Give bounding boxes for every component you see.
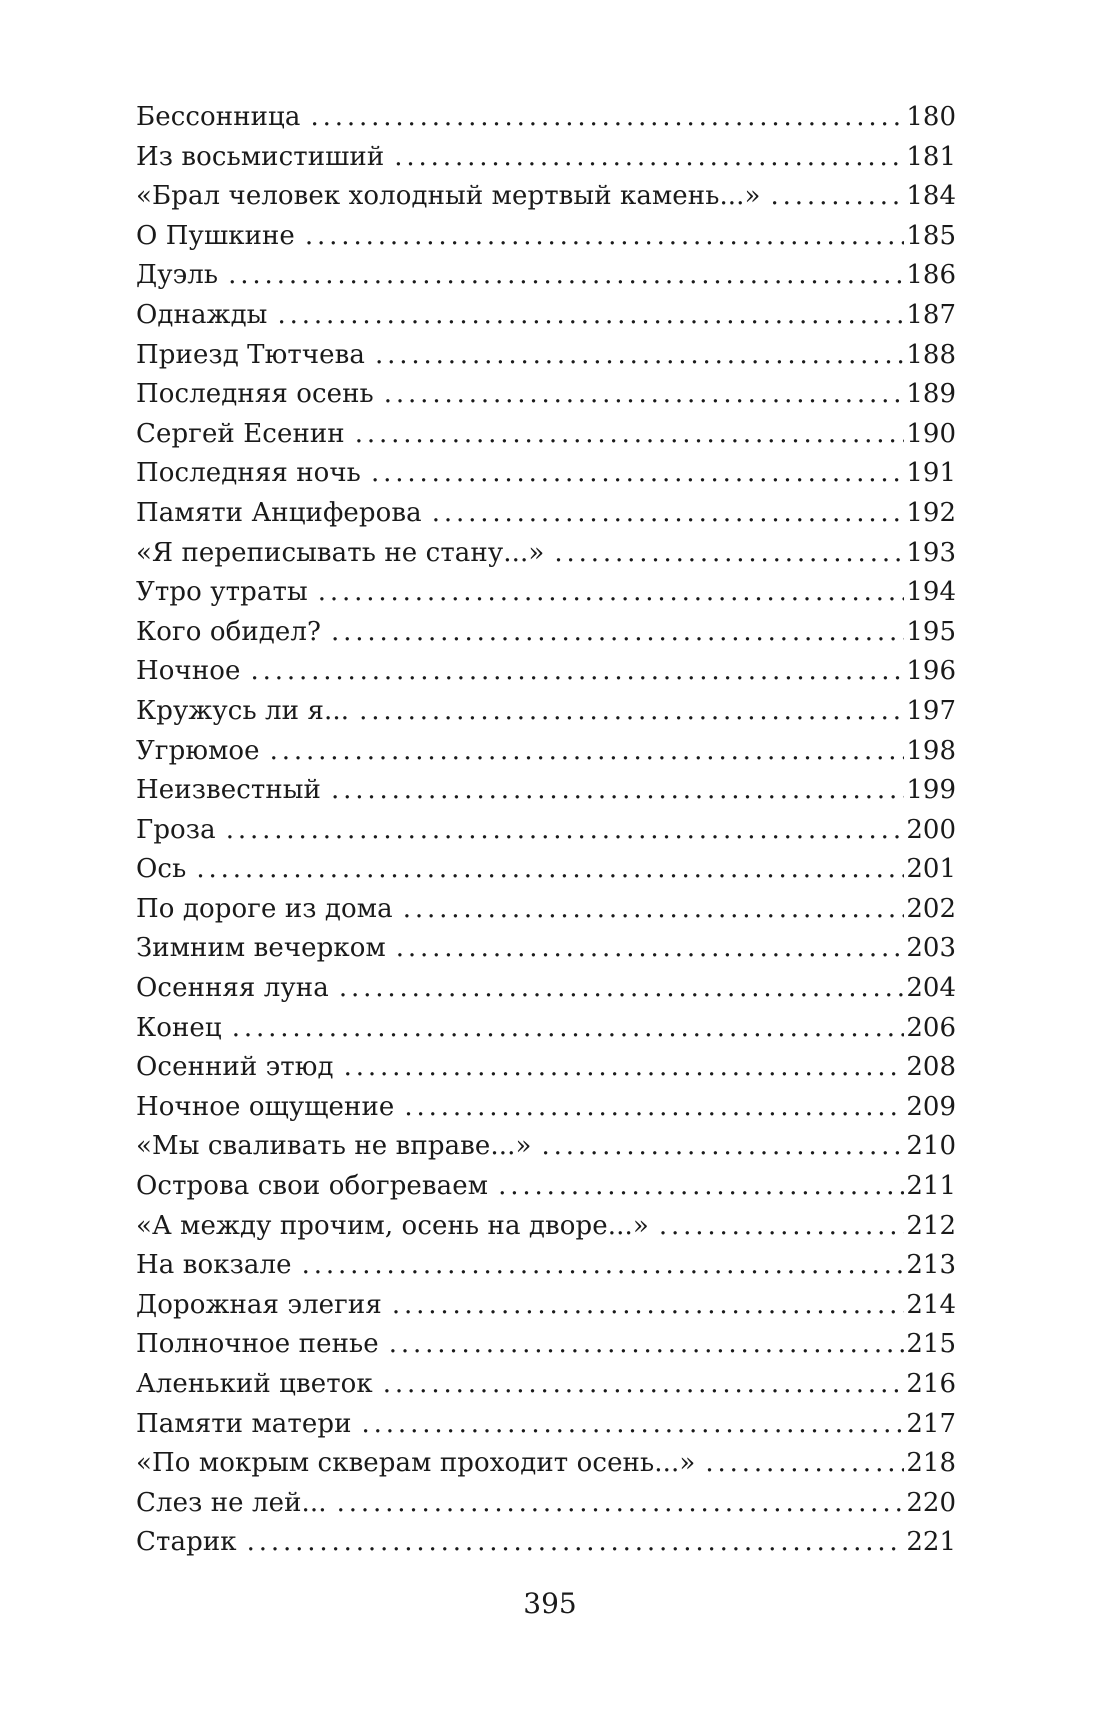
toc-dot-leader <box>331 613 904 653</box>
toc-dot-leader <box>384 375 905 415</box>
toc-entry <box>136 1246 956 1286</box>
toc-entry-page: 187 <box>906 299 956 330</box>
toc-dot-leader <box>228 256 904 296</box>
toc-entry-title: Памяти матери <box>136 1408 352 1439</box>
toc-entry <box>136 850 956 890</box>
toc-dot-leader <box>232 1009 905 1049</box>
toc-entry-page: 195 <box>906 616 956 647</box>
toc-dot-leader <box>302 1246 905 1286</box>
toc-entry-title: Неизвестный <box>136 775 321 806</box>
toc-entry-title: По дороге из дома <box>136 893 393 924</box>
toc-entry <box>136 375 956 415</box>
toc-entry-title: Старик <box>136 1527 237 1558</box>
toc-dot-leader <box>389 1325 905 1365</box>
toc-entry <box>136 692 956 732</box>
toc-entry-title: Аленький цветок <box>136 1369 373 1399</box>
toc-entry <box>136 573 956 613</box>
toc-entry <box>136 1405 956 1445</box>
toc-dot-leader <box>383 1365 905 1405</box>
toc-dot-leader <box>394 138 904 178</box>
toc-dot-leader <box>337 1484 905 1524</box>
toc-entry <box>136 296 956 336</box>
toc-entry-title: Однажды <box>136 299 268 330</box>
toc-entry-page: 185 <box>906 220 956 251</box>
toc-entry <box>136 1009 956 1049</box>
toc-dot-leader <box>771 177 905 217</box>
toc-entry-page: 206 <box>906 1012 956 1043</box>
toc-entry <box>136 732 956 772</box>
toc-entry <box>136 771 956 811</box>
toc-entry-title: Приезд Тютчева <box>136 339 365 370</box>
toc-entry-page: 202 <box>906 893 956 924</box>
toc-entry-title: Бессонница <box>136 102 301 132</box>
toc-entry <box>136 1444 956 1484</box>
toc-entry-page: 208 <box>906 1052 956 1083</box>
toc-entry-page: 190 <box>906 418 956 449</box>
toc-dot-leader <box>403 890 905 930</box>
toc-entry-page: 197 <box>906 695 956 726</box>
toc-entry-page: 221 <box>906 1527 956 1558</box>
toc-entry-title: Конец <box>136 1012 222 1043</box>
toc-entry-title: Гроза <box>136 814 216 845</box>
toc-entry-title: Памяти Анциферова <box>136 497 422 528</box>
toc-dot-leader <box>277 296 904 336</box>
toc-entry-page: 184 <box>906 181 956 212</box>
toc-entry-page: 194 <box>906 577 956 608</box>
toc-entry-page: 210 <box>906 1131 956 1162</box>
toc-entry-page: 193 <box>906 537 956 568</box>
toc-dot-leader <box>392 1286 905 1326</box>
toc-entry-page: 211 <box>906 1171 956 1202</box>
toc-entry <box>136 534 956 574</box>
toc-entry <box>136 98 956 138</box>
toc-dot-leader <box>270 732 905 772</box>
toc-entry-title: Острова свои обогреваем <box>136 1171 489 1202</box>
toc-entry <box>136 890 956 930</box>
toc-entry-title: «А между прочим, осень на дворе...» <box>136 1210 649 1241</box>
toc-entry-page: 204 <box>906 973 956 1004</box>
toc-dot-leader <box>331 771 904 811</box>
toc-dot-leader <box>659 1207 905 1247</box>
toc-entry <box>136 1207 956 1247</box>
toc-entry-title: Последняя осень <box>136 379 374 410</box>
toc-entry <box>136 1048 956 1088</box>
toc-entry-page: 199 <box>906 775 956 806</box>
toc-entry <box>136 652 956 692</box>
toc-dot-leader <box>339 969 905 1009</box>
toc-entry-page: 220 <box>906 1487 956 1518</box>
toc-entry-title: Зимним вечерком <box>136 933 386 964</box>
page-number: 395 <box>523 1587 577 1620</box>
toc-entry-page: 180 <box>906 102 956 132</box>
toc-entry-title: Ось <box>136 854 187 885</box>
toc-entry <box>136 1523 956 1563</box>
toc-entry-title: О Пушкине <box>136 220 295 251</box>
toc-entry-title: Слез не лей... <box>136 1487 327 1518</box>
toc-entry-page: 201 <box>906 854 956 885</box>
toc-dot-leader <box>226 811 905 851</box>
toc-entry-title: Осенняя луна <box>136 973 329 1004</box>
toc-entry-title: Кого обидел? <box>136 616 322 647</box>
toc-entry-title: Ночное ощущение <box>136 1091 395 1122</box>
toc-entry-title: «Я переписывать не стану...» <box>136 537 545 568</box>
toc-entry <box>136 454 956 494</box>
toc-entry-page: 209 <box>906 1091 956 1122</box>
toc-dot-leader <box>196 850 904 890</box>
toc-entry-page: 191 <box>906 458 956 489</box>
toc-dot-leader <box>318 573 905 613</box>
toc-dot-leader <box>362 1405 905 1445</box>
toc-dot-leader <box>498 1167 904 1207</box>
toc-entry-page: 186 <box>906 260 956 291</box>
toc-entry-title: «По мокрым скверам проходит осень...» <box>136 1448 696 1479</box>
toc-entry-page: 192 <box>906 497 956 528</box>
toc-entry-title: Дорожная элегия <box>136 1289 382 1320</box>
toc-dot-leader <box>404 1088 904 1128</box>
toc-entry-page: 196 <box>906 656 956 687</box>
toc-dot-leader <box>432 494 905 534</box>
toc-entry-page: 188 <box>906 339 956 370</box>
toc-entry-page: 216 <box>906 1369 956 1399</box>
toc-entry <box>136 929 956 969</box>
toc-entry-page: 214 <box>906 1289 956 1320</box>
table-of-contents <box>136 98 956 1563</box>
toc-entry-title: Из восьмистиший <box>136 141 385 172</box>
toc-entry <box>136 613 956 653</box>
toc-entry-page: 203 <box>906 933 956 964</box>
toc-entry-page: 217 <box>906 1408 956 1439</box>
toc-entry-title: Сергей Есенин <box>136 418 345 449</box>
toc-entry-title: «Мы сваливать не вправе...» <box>136 1131 532 1162</box>
toc-entry-title: Последняя ночь <box>136 458 361 489</box>
toc-entry-page: 198 <box>906 735 956 766</box>
toc-dot-leader <box>375 336 904 376</box>
toc-entry-page: 200 <box>906 814 956 845</box>
toc-entry-title: На вокзале <box>136 1250 292 1281</box>
toc-entry-title: Полночное пенье <box>136 1329 379 1360</box>
toc-dot-leader <box>396 929 905 969</box>
toc-dot-leader <box>542 1127 905 1167</box>
toc-entry <box>136 1286 956 1326</box>
toc-dot-leader <box>554 534 904 574</box>
toc-dot-leader <box>344 1048 905 1088</box>
toc-entry-page: 215 <box>906 1329 956 1360</box>
toc-entry <box>136 1325 956 1365</box>
toc-entry-title: Угрюмое <box>136 735 260 766</box>
toc-entry-title: Кружусь ли я... <box>136 695 350 726</box>
toc-entry <box>136 969 956 1009</box>
toc-entry-page: 212 <box>906 1210 956 1241</box>
toc-entry-page: 218 <box>906 1448 956 1479</box>
toc-entry-page: 213 <box>906 1250 956 1281</box>
toc-dot-leader <box>310 98 904 138</box>
toc-entry <box>136 256 956 296</box>
toc-entry-title: Осенний этюд <box>136 1052 334 1083</box>
toc-entry-title: «Брал человек холодный мертвый камень...» <box>136 181 761 212</box>
toc-entry <box>136 494 956 534</box>
toc-entry-title: Ночное <box>136 656 241 687</box>
toc-entry <box>136 1365 956 1405</box>
toc-entry-title: Утро утраты <box>136 577 308 608</box>
toc-entry-page: 189 <box>906 379 956 410</box>
toc-dot-leader <box>355 415 905 455</box>
toc-dot-leader <box>705 1444 904 1484</box>
toc-entry <box>136 177 956 217</box>
toc-entry <box>136 811 956 851</box>
toc-dot-leader <box>371 454 904 494</box>
toc-entry-title: Дуэль <box>136 260 219 291</box>
toc-entry <box>136 217 956 257</box>
toc-dot-leader <box>251 652 905 692</box>
toc-entry-page: 181 <box>906 141 956 172</box>
toc-entry <box>136 1167 956 1207</box>
toc-entry <box>136 1088 956 1128</box>
toc-dot-leader <box>305 217 904 257</box>
toc-dot-leader <box>247 1523 905 1563</box>
toc-dot-leader <box>359 692 904 732</box>
toc-entry <box>136 415 956 455</box>
toc-entry <box>136 1127 956 1167</box>
toc-entry <box>136 138 956 178</box>
toc-entry <box>136 336 956 376</box>
toc-entry <box>136 1484 956 1524</box>
